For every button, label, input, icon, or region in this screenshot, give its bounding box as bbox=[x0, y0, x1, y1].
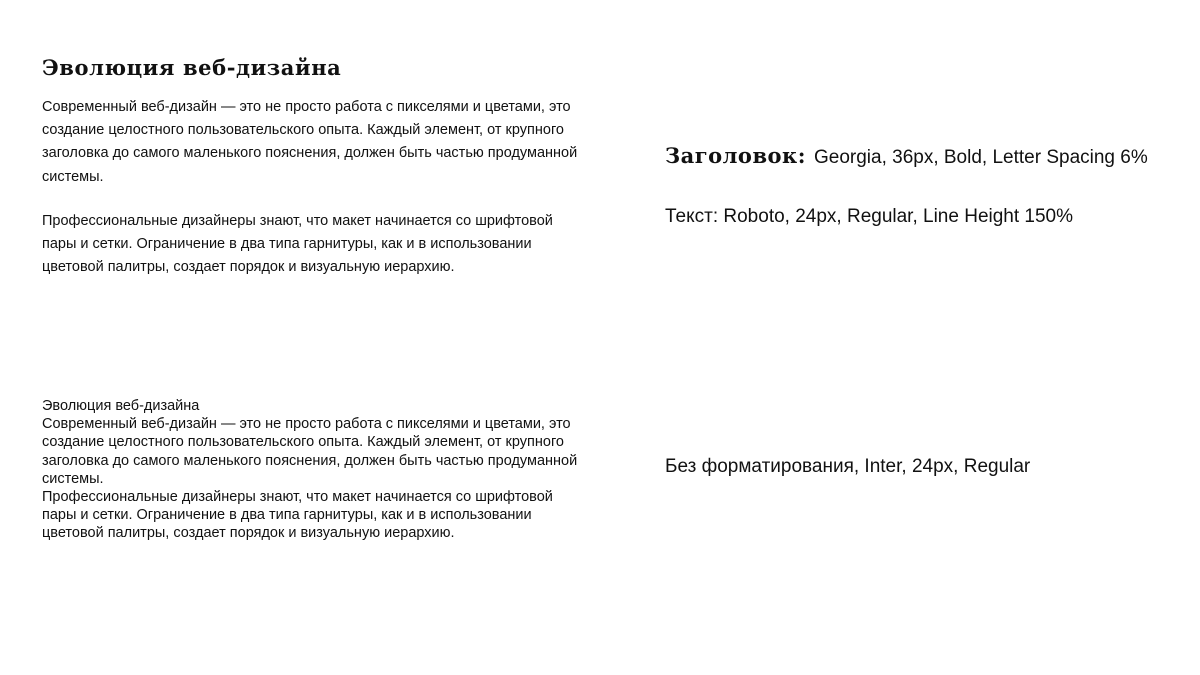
heading-spec-label: Заголовок: bbox=[665, 143, 806, 168]
heading-spec-value: Georgia, 36px, Bold, Letter Spacing 6% bbox=[813, 147, 1148, 168]
formatted-sample bbox=[42, 52, 587, 279]
formatted-paragraph-2: Профессиональные дизайнеры знают, что макет начинается со шрифтовой пары и сетки. Ограничение в два типа гарнитуры, как и в использовании цветовой палитры, создает порядок и визуальную иерархию. bbox=[42, 212, 553, 276]
heading-spec-annotation bbox=[665, 139, 1148, 176]
plain-spec-annotation: Без форматирования, Inter, 24px, Regular bbox=[665, 456, 1031, 477]
formatted-title: Эволюция веб-дизайна bbox=[42, 55, 342, 80]
plain-title: Эволюция веб-дизайна bbox=[42, 398, 200, 414]
formatted-paragraph-1: Современный веб-дизайн — это не просто работа с пикселями и цветами, это создание целостного пользовательского опыта. Каждый элемент, от крупного заголовка до самого маленького пояснения, должен быть частью продуманной системы. bbox=[42, 99, 578, 185]
plain-sample bbox=[42, 397, 582, 543]
text-spec-annotation: Текст: Roboto, 24px, Regular, Line Height 150% bbox=[665, 206, 1074, 227]
plain-paragraph-2: Профессиональные дизайнеры знают, что макет начинается со шрифтовой пары и сетки. Ограничение в два типа гарнитуры, как и в использовании цветовой палитры, создает порядок и визуальную иерархию. bbox=[42, 489, 553, 542]
plain-paragraph-1: Современный веб-дизайн — это не просто работа с пикселями и цветами, это создание целостного пользовательского опыта. Каждый элемент, от крупного заголовка до самого маленького пояснения, должен быть частью продуманной системы. bbox=[42, 416, 578, 487]
